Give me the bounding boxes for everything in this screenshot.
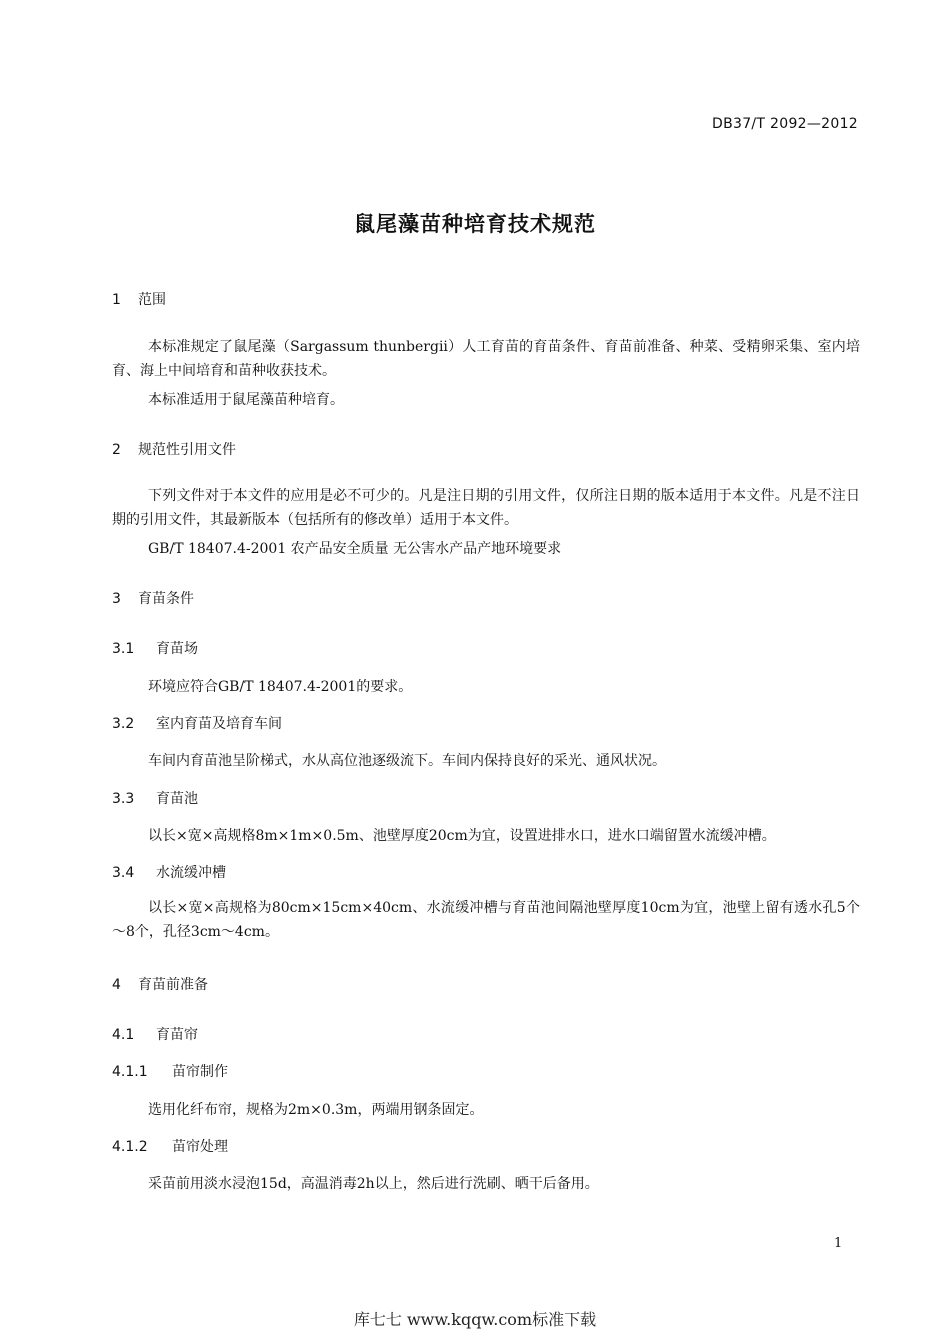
section-title: 育苗场 bbox=[156, 641, 198, 657]
section-title: 育苗池 bbox=[156, 791, 198, 807]
paragraph: 车间内育苗池呈阶梯式，水从高位池逐级流下。车间内保持良好的采光、通风状况。 bbox=[148, 753, 666, 769]
section-title: 育苗条件 bbox=[138, 591, 194, 607]
subsection-4-1-1-heading bbox=[112, 1061, 228, 1081]
paragraph: 下列文件对于本文件的应用是必不可少的。凡是注日期的引用文件，仅所注日期的版本适用于本文件。凡是不注日期的引用文件，其最新版本（包括所有的修改单）适用于本文件。 bbox=[112, 488, 860, 528]
section-number: 3.1 bbox=[112, 641, 135, 657]
section-number: 3.2 bbox=[112, 716, 135, 732]
section-number: 3.4 bbox=[112, 865, 135, 881]
subsection-3-3-heading bbox=[112, 788, 198, 808]
paragraph: 本标准适用于鼠尾藻苗种培育。 bbox=[148, 392, 344, 408]
section-title: 育苗前准备 bbox=[138, 977, 208, 993]
section-number: 3 bbox=[112, 591, 121, 607]
section-number: 4.1.2 bbox=[112, 1139, 148, 1155]
standard-code: DB37/T 2092—2012 bbox=[712, 116, 858, 132]
section-1-heading bbox=[112, 289, 166, 309]
section-title: 水流缓冲槽 bbox=[156, 865, 226, 881]
paragraph: 以长×宽×高规格8m×1m×0.5m、池壁厚度20cm为宜，设置进排水口，进水口端留置水流缓冲槽。 bbox=[148, 828, 776, 844]
footer-watermark: 库七七 www.kqqw.com标准下载 bbox=[353, 1310, 597, 1329]
reference-item: GB/T 18407.4-2001 农产品安全质量 无公害水产品产地环境要求 bbox=[148, 541, 562, 557]
section-number: 4.1.1 bbox=[112, 1064, 148, 1080]
section-title: 规范性引用文件 bbox=[138, 442, 236, 458]
section-title: 育苗帘 bbox=[156, 1027, 198, 1043]
section-number: 4 bbox=[112, 977, 121, 993]
paragraph: 环境应符合GB/T 18407.4-2001的要求。 bbox=[148, 679, 413, 695]
section-title: 苗帘制作 bbox=[172, 1064, 228, 1080]
paragraph: 选用化纤布帘，规格为2m×0.3m，两端用钢条固定。 bbox=[148, 1102, 484, 1118]
page-number: 1 bbox=[834, 1236, 843, 1251]
section-2-heading bbox=[112, 439, 236, 459]
section-number: 4.1 bbox=[112, 1027, 135, 1043]
section-title: 室内育苗及培育车间 bbox=[156, 716, 282, 732]
paragraph: 以长×宽×高规格为80cm×15cm×40cm、水流缓冲槽与育苗池间隔池壁厚度10cm为宜，池壁上留有透水孔5个～8个，孔径3cm～4cm。 bbox=[112, 900, 860, 940]
paragraph: 本标准规定了鼠尾藻（Sargassum thunbergii）人工育苗的育苗条件、育苗前准备、种菜、受精卵采集、室内培育、海上中间培育和苗种收获技术。 bbox=[112, 339, 860, 379]
section-title: 苗帘处理 bbox=[172, 1139, 228, 1155]
section-number: 1 bbox=[112, 292, 121, 308]
subsection-3-1-heading bbox=[112, 638, 198, 658]
paragraph: 采苗前用淡水浸泡15d，高温消毒2h以上，然后进行洗刷、晒干后备用。 bbox=[148, 1176, 599, 1192]
section-title: 范围 bbox=[138, 292, 166, 308]
section-number: 3.3 bbox=[112, 791, 135, 807]
section-3-heading bbox=[112, 588, 194, 608]
subsection-4-1-2-heading bbox=[112, 1136, 228, 1156]
section-4-heading bbox=[112, 974, 208, 994]
document-title: 鼠尾藻苗种培育技术规范 bbox=[354, 212, 596, 236]
subsection-4-1-heading bbox=[112, 1024, 198, 1044]
section-number: 2 bbox=[112, 442, 121, 458]
subsection-3-2-heading bbox=[112, 713, 282, 733]
subsection-3-4-heading bbox=[112, 862, 226, 882]
